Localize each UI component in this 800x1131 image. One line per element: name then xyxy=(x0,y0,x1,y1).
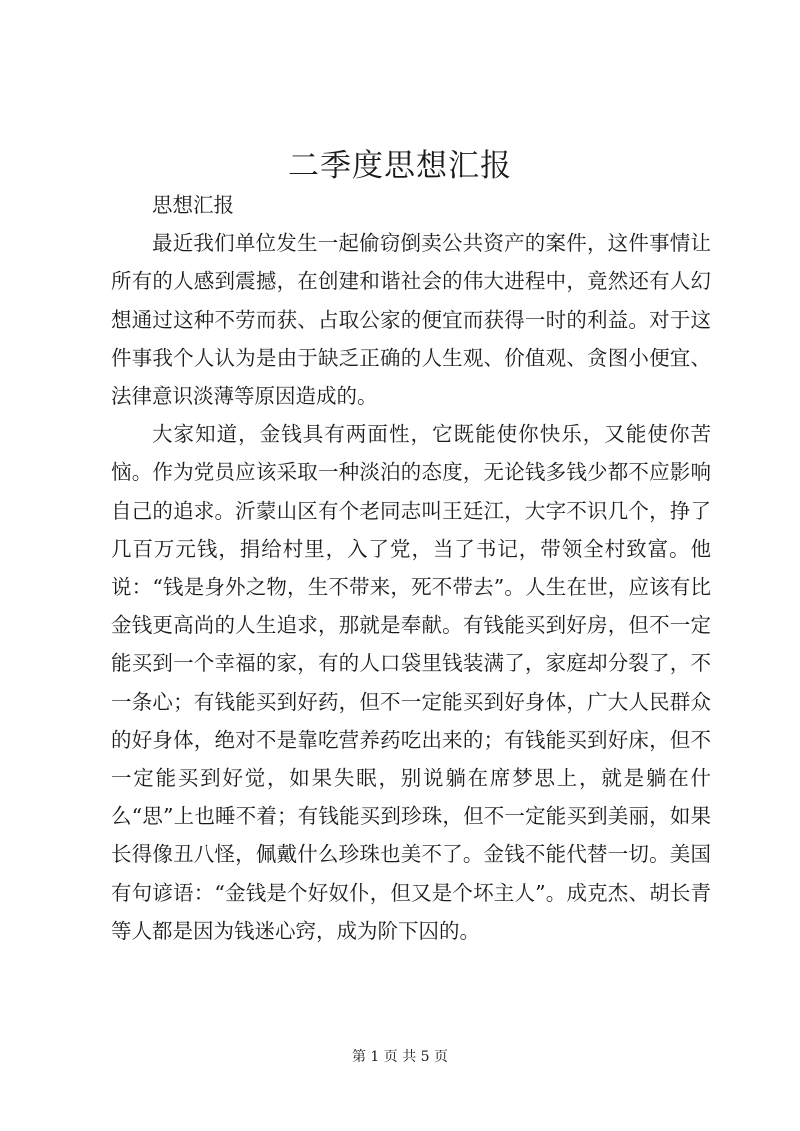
document-title: 二季度思想汇报 xyxy=(288,148,512,184)
paragraph-1: 最近我们单位发生一起偷窃倒卖公共资产的案件，这件事情让所有的人感到震撼，在创建和谐社会的伟大进程中，竟然还有人幻想通过这种不劳而获、占取公家的便宜而获得一时的利益。对于这件事我个人认为是由于缺乏正确的人生观、价值观、贪图小便宜、法律意识淡薄等原因造成的。 xyxy=(111,231,711,409)
document-body xyxy=(111,186,711,950)
paragraph-heading: 思想汇报 xyxy=(152,193,234,217)
page-footer: 第 1 页 共 5 页 xyxy=(351,1049,449,1065)
paragraph-2: 大家知道，金钱具有两面性，它既能使你快乐，又能使你苦恼。作为党员应该采取一种淡泊的态度，无论钱多钱少都不应影响自己的追求。沂蒙山区有个老同志叫王廷江，大字不识几个，挣了几百万元钱，捐给村里，入了党，当了书记，带领全村致富。他说：“钱是身外之物，生不带来，死不带去”。人生在世，应该有比金钱更高尚的人生追求，那就是奉献。有钱能买到好房，但不一定能买到一个幸福的家，有的人口袋里钱装满了，家庭却分裂了，不一条心；有钱能买到好药，但不一定能买到好身体，广大人民群众的好身体，绝对不是靠吃营养药吃出来的；有钱能买到好床，但不一定能买到好觉，如果失眠，别说躺在席梦思上，就是躺在什么“思”上也睡不着；有钱能买到珍珠，但不一定能买到美丽，如果长得像丑八怪，佩戴什么珍珠也美不了。金钱不能代替一切。美国有句谚语：“金钱是个好奴仆，但又是个坏主人”。成克杰、胡长青等人都是因为钱迷心窍，成为阶下囚的。 xyxy=(111,422,711,943)
